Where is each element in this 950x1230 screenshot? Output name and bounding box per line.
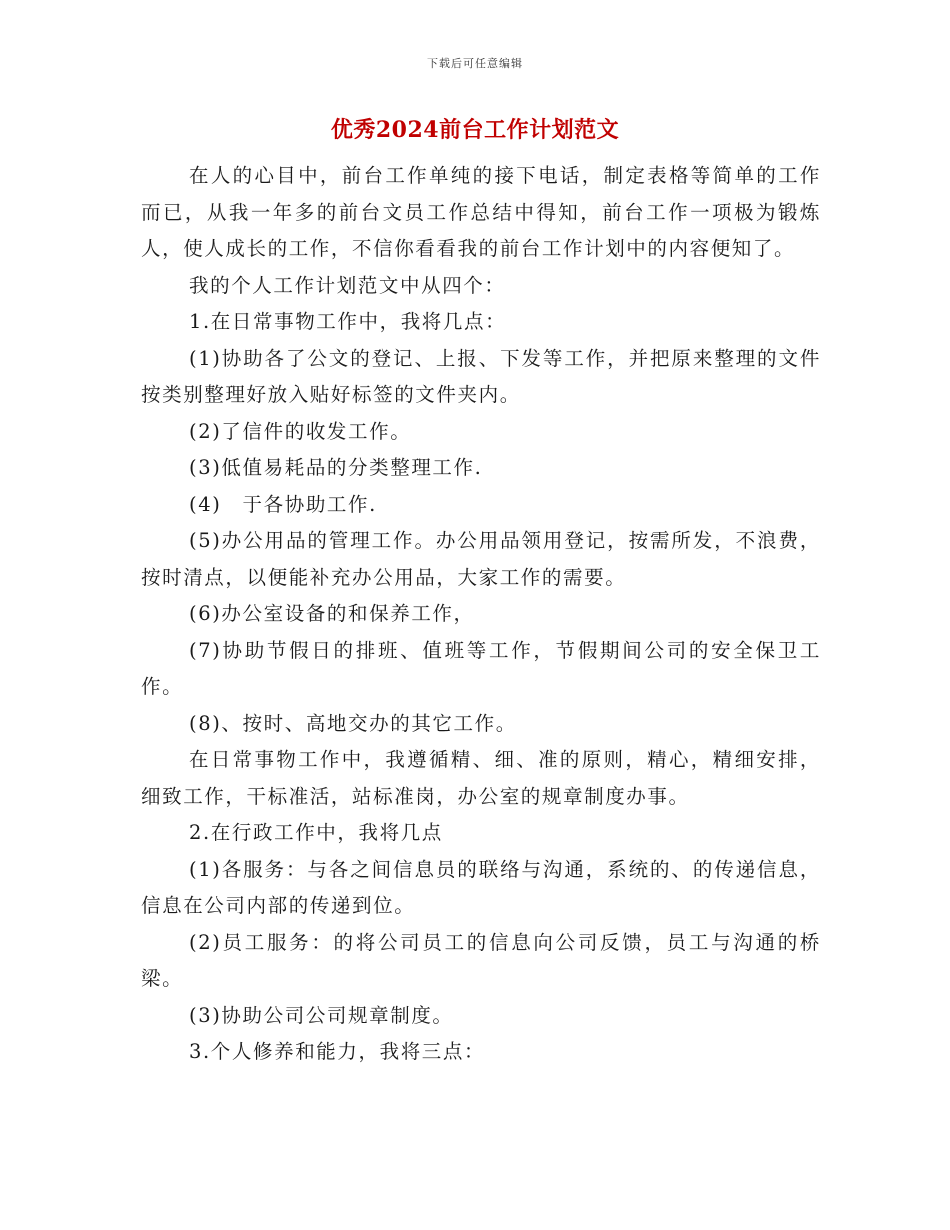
paragraph-daily-principles: 在日常事物工作中，我遵循精、细、准的原则，精心，精细安排，细致工作，干标准活，站标准岗，办公室的规章制度办事。 — [141, 748, 821, 808]
section-heading-daily-work: 1.在日常事物工作中，我将几点： — [189, 310, 507, 333]
paragraph-plan-overview: 我的个人工作计划范文中从四个： — [189, 273, 506, 297]
list-item: (2)员工服务：的将公司员工的信息向公司反馈，员工与沟通的桥梁。 — [141, 930, 821, 990]
list-item: (3)协助公司公司规章制度。 — [189, 1003, 454, 1027]
page-header-note: 下载后可任意编辑 — [427, 57, 523, 70]
document-body — [141, 158, 821, 1071]
list-item: (1)各服务：与各之间信息员的联络与沟通，系统的、的传递信息，信息在公司内部的传递到位。 — [141, 857, 821, 917]
list-item: (3)低值易耗品的分类整理工作. — [189, 456, 483, 479]
section-heading-personal-growth: 3.个人修养和能力，我将三点： — [189, 1040, 486, 1063]
list-item: (5)办公用品的管理工作。办公用品领用登记，按需所发，不浪费，按时清点，以便能补充办公用品，大家工作的需要。 — [141, 529, 821, 589]
document-title: 优秀2024前台工作计划范文 — [330, 117, 620, 143]
list-item: (1)协助各了公文的登记、上报、下发等工作，并把原来整理的文件按类别整理好放入贴好标签的文件夹内。 — [141, 346, 821, 406]
list-item: (6)办公室设备的和保养工作， — [189, 602, 475, 625]
list-item: (7)协助节假日的排班、值班等工作，节假期间公司的安全保卫工作。 — [141, 638, 821, 698]
section-heading-admin-work: 2.在行政工作中，我将几点 — [189, 821, 443, 844]
list-item: (2)了信件的收发工作。 — [189, 419, 412, 443]
list-item: (8)、按时、高地交办的其它工作。 — [189, 711, 517, 735]
list-item: (4) 于各协助工作. — [189, 492, 377, 516]
paragraph-intro: 在人的心目中，前台工作单纯的接下电话，制定表格等简单的工作而已，从我一年多的前台文员工作总结中得知，前台工作一项极为锻炼人，使人成长的工作，不信你看看我的前台工作计划中的内容便知了。 — [141, 164, 821, 260]
